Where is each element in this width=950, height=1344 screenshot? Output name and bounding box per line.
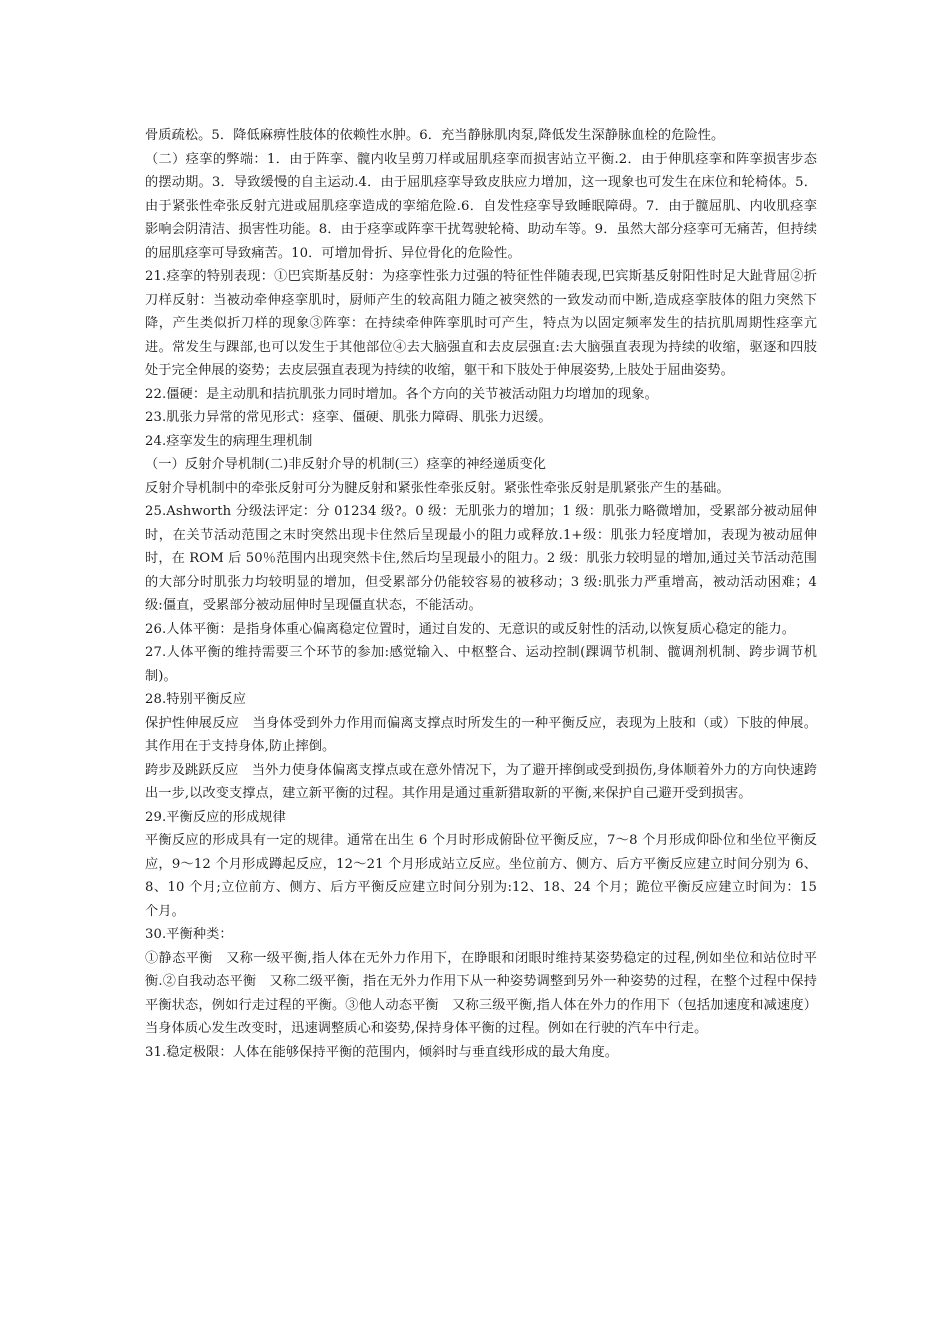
paragraph-30-balance-types: ①静态平衡 又称一级平衡,指人体在无外力作用下，在睁眼和闭眼时维持某姿势稳定的过程,例如坐位和站位时平衡.②自我动态平衡 又称二级平衡，指在无外力作用下从一种姿势调整到另外一种姿势的过程，在整个过程中保持平衡状态，例如行走过程的平衡。③他人动态平衡 又称三级平衡,指人体在外力的作用下（包括加速度和减速度）当身体质心发生改变时，迅速调整质心和姿势,保持身体平衡的过程。例如在行驶的汽车中行走。 — [145, 950, 817, 1036]
paragraph-27-balance-maintenance: 27.人体平衡的维持需要三个环节的参加:感觉输入、中枢整合、运动控制(踝调节机制、髋调剂机制、跨步调节机制)。 — [145, 645, 817, 684]
heading-30-balance-types: 30.平衡种类： — [145, 927, 233, 942]
paragraph-21-spasticity-manifestations: 21.痉挛的特别表现：①巴宾斯基反射：为痉挛性张力过强的特征性伴随表现,巴宾斯基反射阳性时足大趾背屈②折刀样反射：当被动牵伸痉挛肌时，厨师产生的较高阻力随之被突然的一致发动而中断,造成痉挛肢体的阻力突然下降，产生类似折刀样的现象③阵挛：在持续牵伸阵挛肌时可产生，特点为以固定频率发生的拮抗肌周期性痉挛亢进。常发生与踝部,也可以发生于其他部位④去大脑强直和去皮层强直:去大脑强直表现为持续的收缩，驱逐和四肢处于完全伸展的姿势；去皮层强直表现为持续的收缩，躯干和下肢处于伸展姿势,上肢处于屈曲姿势。 — [145, 269, 817, 378]
paragraph-29-formation: 平衡反应的形成具有一定的规律。通常在出生 6 个月时形成俯卧位平衡反应，7～8 个月形成仰卧位和坐位平衡反应，9～12 个月形成蹲起反应，12～21 个月形成站立反应。坐位前方、侧方、后方平衡反应建立时间分别为 6、8、10 个月;立位前方、侧方、后方平衡反应建立时间分别为:12、18、24 个月；跪位平衡反应建立时间为：15 个月。 — [145, 833, 817, 919]
paragraph-24-mechanisms: （一）反射介导机制(二)非反射介导的机制(三）痉挛的神经递质变化 — [145, 457, 547, 472]
paragraph-22-rigidity: 22.僵硬：是主动肌和拮抗肌张力同时增加。各个方向的关节被活动阻力均增加的现象。 — [145, 386, 658, 402]
paragraph-stretch-reflex: 反射介导机制中的牵张反射可分为腱反射和紧张性牵张反射。紧张性牵张反射是肌紧张产生的基础。 — [145, 480, 730, 496]
heading-24-pathophysiology: 24.痉挛发生的病理生理机制 — [145, 433, 313, 449]
paragraph-protective-extension: 保护性伸展反应 当身体受到外力作用而偏离支撑点时所发生的一种平衡反应，表现为上肢和（或）下肢的伸展。其作用在于支持身体,防止摔倒。 — [145, 715, 817, 754]
paragraph-31-stability-limit: 31.稳定极限：人体在能够保持平衡的范围内，倾斜时与垂直线形成的最大角度。 — [145, 1044, 619, 1060]
document-page — [145, 124, 817, 1064]
paragraph-23-tone-abnormality-forms: 23.肌张力异常的常见形式：痉挛、僵硬、肌张力障碍、肌张力迟缓。 — [145, 410, 552, 425]
paragraph-spasticity-drawbacks: （二）痉挛的弊端：1．由于阵挛、髋内收呈剪刀样或屈肌痉挛而损害站立平衡.2．由于伸肌痉挛和阵挛损害步态的摆动期。3．导致缓慢的自主运动.4．由于屈肌痉挛导致皮肤应力增加，这一现象也可发生在床位和轮椅体。5．由于紧张性牵张反射亢进或屈肌痉挛造成的挛缩危险.6．自发性痉挛导致睡眠障碍。7．由于髋屈肌、内收肌痉挛影响会阴清洁、损害性功能。8．由于痉挛或阵挛干扰驾驶轮椅、助动车等。9．虽然大部分痉挛可无痛苦，但持续的屈肌痉挛可导致痛苦。10．可增加骨折、异位骨化的危险性。 — [145, 151, 817, 261]
heading-29-formation-rules: 29.平衡反应的形成规律 — [145, 809, 286, 825]
paragraph-26-balance: 26.人体平衡：是指身体重心偏离稳定位置时，通过自发的、无意识的或反射性的活动,以恢复质心稳定的能力。 — [145, 621, 796, 637]
paragraph-stepping-reaction: 跨步及跳跃反应 当外力使身体偏离支撑点或在意外情况下，为了避开摔倒或受到损伤,身体顺着外力的方向快速跨出一步,以改变支撑点，建立新平衡的过程。其作用是通过重新猎取新的平衡,来保护自己避开受到损害。 — [145, 762, 817, 801]
paragraph-osteoporosis: 骨质疏松。5．降低麻痹性肢体的依赖性水肿。6．充当静脉肌肉泵,降低发生深静脉血栓的危险性。 — [145, 128, 725, 143]
paragraph-25-ashworth: 25.Ashworth 分级法评定：分 01234 级?。0 级：无肌张力的增加；1 级：肌张力略微增加，受累部分被动屈伸时，在关节活动范围之末时突然出现卡住然后呈现最小的阻力或释放.1+级：肌张力轻度增加，表现为被动屈伸时，在 ROM 后 50％范围内出现突然卡住,然后均呈现最小的阻力。2 级：肌张力较明显的增加,通过关节活动范围的大部分时肌张力均较明显的增加，但受累部分仍能较容易的被移动；3 级:肌张力严重增高，被动活动困难；4 级:僵直，受累部分被动屈伸时呈现僵直状态，不能活动。 — [145, 504, 817, 613]
heading-28-balance-reactions: 28.特别平衡反应 — [145, 692, 246, 707]
